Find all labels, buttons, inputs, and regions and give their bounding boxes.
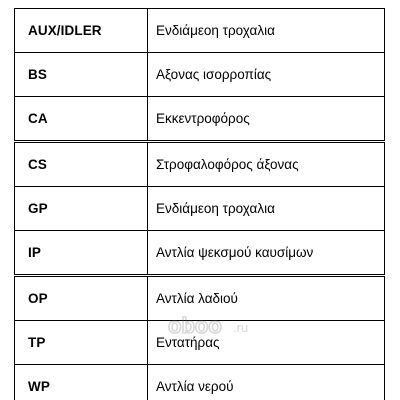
table-row	[15, 365, 385, 400]
abbreviation-code: GP	[15, 187, 148, 231]
abbreviation-description: Αξονας ισορροπίας	[148, 53, 385, 97]
table-row	[15, 321, 385, 365]
abbreviation-code: AUX/IDLER	[15, 9, 148, 53]
abbreviation-code: OP	[15, 276, 148, 321]
watermark-suffix: .ru	[233, 320, 249, 335]
abbreviation-code: WP	[15, 365, 148, 400]
table-row	[15, 276, 385, 321]
table-row	[15, 187, 385, 231]
abbreviation-code: BS	[15, 53, 148, 97]
watermark-logo-text: oboo	[168, 315, 222, 337]
abbreviation-code: IP	[15, 231, 148, 276]
table-row	[15, 142, 385, 187]
table-row	[15, 97, 385, 142]
abbreviation-description: Ενδιάμεοη τροχαλια	[148, 9, 385, 53]
abbreviation-description: Εκκεντροφόρος	[148, 97, 385, 142]
table-row	[15, 9, 385, 53]
abbreviation-description: Αντλία λαδιού	[148, 276, 385, 321]
abbreviation-description: Εντατήρας	[148, 321, 385, 365]
abbreviation-description: Αντλία ψεκσμού καυσίμων	[148, 231, 385, 276]
abbreviation-description: Ενδιάμεοη τροχαλια	[148, 187, 385, 231]
abbreviation-description: Στροφαλοφόρος άξονας	[148, 142, 385, 187]
table-row	[15, 53, 385, 97]
abbreviation-code: CA	[15, 97, 148, 142]
abbreviation-code: TP	[15, 321, 148, 365]
abbreviation-table	[14, 8, 385, 400]
abbreviation-description: Αντλία νερού	[148, 365, 385, 400]
abbreviation-code: CS	[15, 142, 148, 187]
table-row	[15, 231, 385, 276]
